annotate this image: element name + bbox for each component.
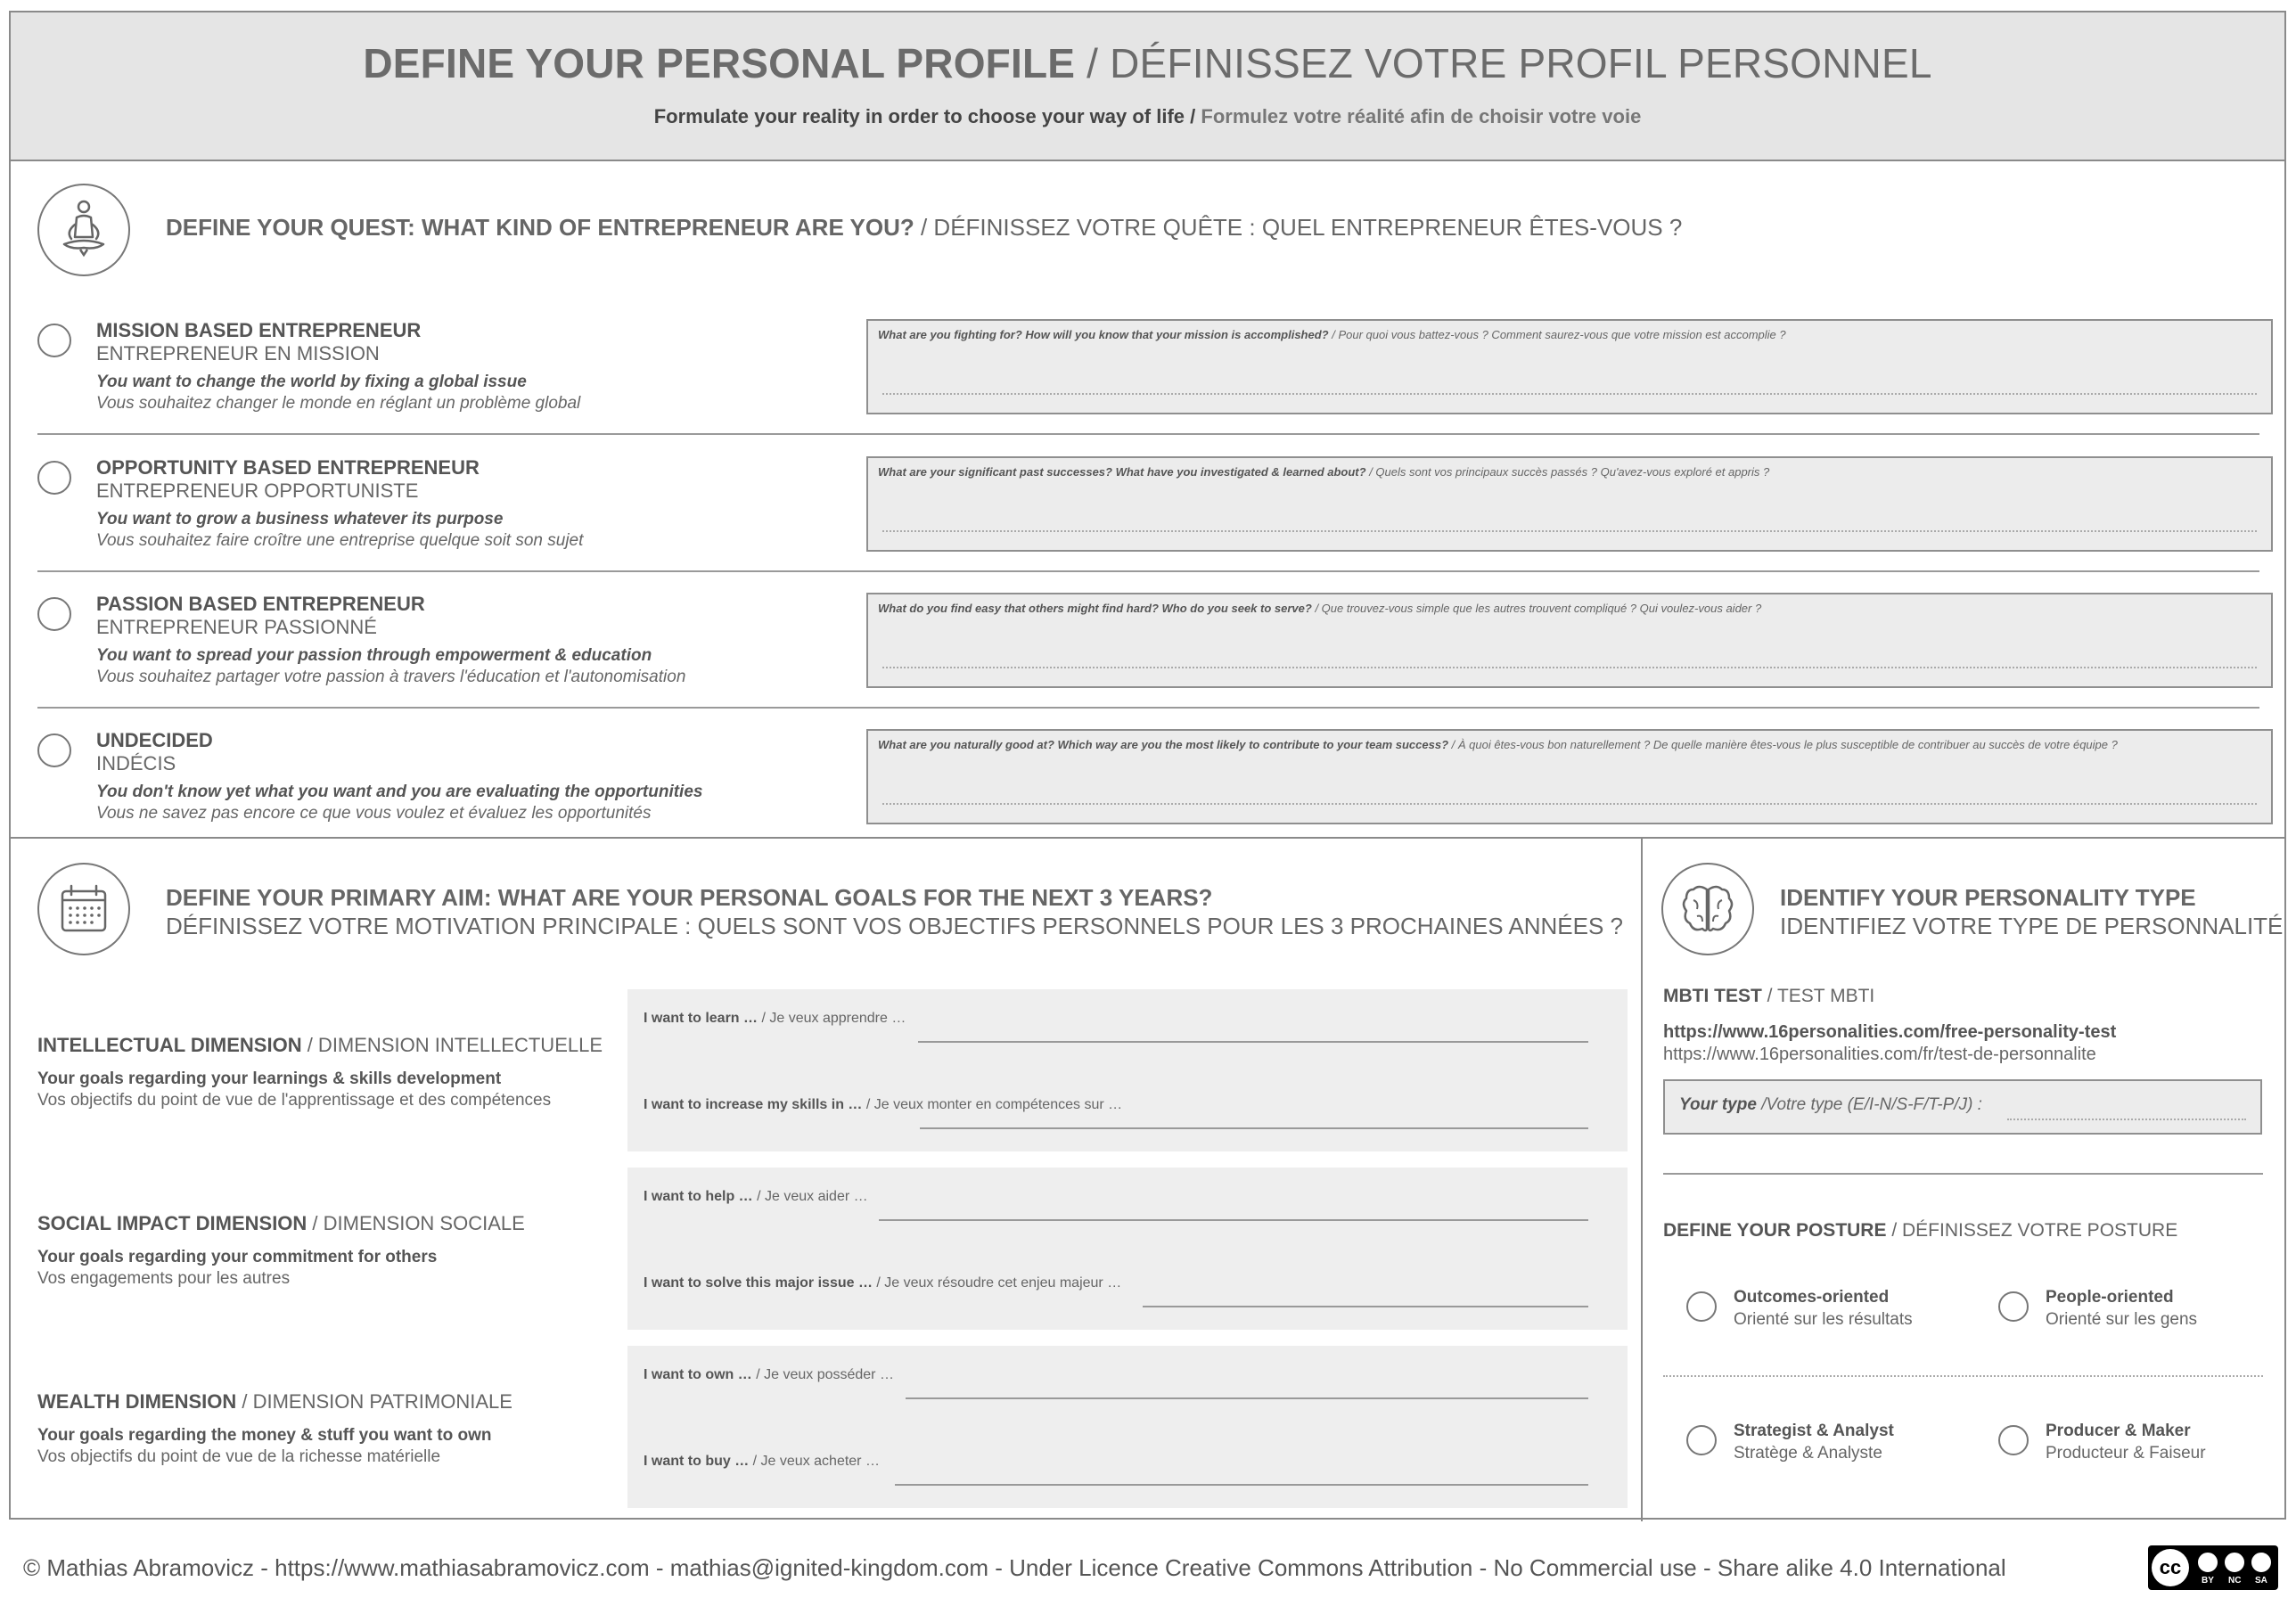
posture-radio-outcomes[interactable]	[1686, 1291, 1717, 1322]
quest-option-title-en: UNDECIDED	[96, 729, 213, 751]
quest-answer-box-passion[interactable]	[866, 593, 2273, 688]
quest-radio-opportunity[interactable]	[37, 461, 71, 495]
posture-radio-people[interactable]	[1998, 1291, 2029, 1322]
section-divider	[11, 837, 2284, 839]
quest-row-separator	[37, 570, 2259, 572]
quest-option-title-en: OPPORTUNITY BASED ENTREPRENEUR	[96, 456, 480, 479]
goal-answer-line[interactable]	[918, 1041, 1588, 1043]
goal-answer-line[interactable]	[1143, 1306, 1588, 1307]
quest-option-desc-en: You want to grow a business whatever its purpose	[96, 510, 504, 529]
profile-sheet	[9, 11, 2286, 1520]
cc-by-nc-sa-icon	[2148, 1545, 2278, 1590]
quest-option-title-en: MISSION BASED ENTREPRENEUR	[96, 319, 422, 341]
posture-label-strategist-fr: Stratège & Analyste	[1734, 1444, 1882, 1463]
quest-question-label: What are you naturally good at? Which way are you the most likely to contribute to your team success? / À quoi êtes-vous bon naturellement ? De quelle manière êtes-vous le plus susceptible de contribuer au succès de votre équipe ?	[878, 738, 2118, 751]
quest-answer-box-undecided[interactable]	[866, 729, 2273, 824]
mbti-label: MBTI TEST / TEST MBTI	[1663, 986, 1875, 1006]
answer-dotted-line	[882, 393, 2257, 395]
cc-by-label: BY	[2202, 1576, 2214, 1586]
answer-dotted-line	[882, 667, 2257, 668]
quest-row-separator	[37, 433, 2259, 435]
personality-title-fr: IDENTIFIEZ VOTRE TYPE DE PERSONNALITÉ	[1780, 913, 2284, 939]
goal-prompt: I want to learn … / Je veux apprendre …	[644, 1011, 906, 1026]
posture-radio-producer[interactable]	[1998, 1425, 2029, 1455]
page-subtitle: Formulate your reality in order to choose your way of life / Formulez votre réalité afin de choisir votre voie	[653, 105, 1642, 127]
quest-question-label: What do you find easy that others might find hard? Who do you seek to serve? / Que trouvez-vous simple que les autres trouvent compliqué ? Qui voulez-vous aider ?	[878, 602, 1762, 615]
posture-label-outcomes-en: Outcomes-oriented	[1734, 1288, 1890, 1307]
quest-radio-mission[interactable]	[37, 324, 71, 357]
goal-prompt: I want to own … / Je veux posséder …	[644, 1367, 894, 1382]
footer-credits: © Mathias Abramovicz - https://www.mathiasabramovicz.com - mathias@ignited-kingdom.com - Under Licence Creative Commons Attribution - No Commercial use - Share alike 4.0 International	[23, 1554, 2006, 1581]
quest-option-desc-fr: Vous souhaitez changer le monde en réglant un problème global	[96, 394, 581, 413]
quest-radio-undecided[interactable]	[37, 733, 71, 767]
posture-label-strategist-en: Strategist & Analyst	[1734, 1422, 1894, 1440]
dimension-desc-fr: Vos objectifs du point de vue de la richesse matérielle	[37, 1447, 441, 1466]
goal-prompt: I want to increase my skills in … / Je veux monter en compétences sur …	[644, 1097, 1123, 1112]
goal-prompt: I want to solve this major issue … / Je veux résoudre cet enjeu majeur …	[644, 1275, 1122, 1291]
goal-prompt: I want to buy … / Je veux acheter …	[644, 1454, 880, 1469]
quest-option-title-fr: INDÉCIS	[96, 752, 176, 774]
quest-option-title-fr: ENTREPRENEUR PASSIONNÉ	[96, 616, 377, 638]
quest-option-desc-fr: Vous souhaitez faire croître une entreprise quelque soit son sujet	[96, 531, 584, 550]
dimension-title-wealth: WEALTH DIMENSION / DIMENSION PATRIMONIALE	[37, 1390, 512, 1413]
goal-answer-line[interactable]	[895, 1484, 1588, 1486]
panel-divider	[1641, 837, 1643, 1521]
goal-prompt: I want to help … / Je veux aider …	[644, 1189, 868, 1204]
page-title: DEFINE YOUR PERSONAL PROFILE / DÉFINISSEZ VOTRE PROFIL PERSONNEL	[363, 40, 1932, 86]
personality-separator	[1663, 1173, 2263, 1175]
cc-mark-icon: cc	[2152, 1549, 2189, 1586]
quest-option-desc-en: You want to change the world by fixing a global issue	[96, 373, 527, 391]
posture-dotted-separator	[1663, 1375, 2263, 1377]
quest-question-label: What are you fighting for? How will you know that your mission is accomplished? / Pour quoi vous battez-vous ? Comment saurez-vous que votre mission est accomplie ?	[878, 328, 1786, 341]
posture-label: DEFINE YOUR POSTURE / DÉFINISSEZ VOTRE POSTURE	[1663, 1220, 2178, 1241]
aim-title-fr: DÉFINISSEZ VOTRE MOTIVATION PRINCIPALE : QUELS SONT VOS OBJECTIFS PERSONNELS POUR LES 3 PROCHAINES ANNÉES ?	[166, 913, 1623, 939]
goal-answer-line[interactable]	[906, 1397, 1588, 1399]
dimension-desc-fr: Vos objectifs du point de vue de l'apprentissage et des compétences	[37, 1091, 552, 1110]
quest-option-desc-fr: Vous ne savez pas encore ce que vous voulez et évaluez les opportunités	[96, 804, 652, 823]
goal-answer-line[interactable]	[920, 1127, 1588, 1129]
quest-title: DEFINE YOUR QUEST: WHAT KIND OF ENTREPRENEUR ARE YOU? / DÉFINISSEZ VOTRE QUÊTE : QUEL ENTREPRENEUR ÊTES-VOUS ?	[166, 214, 1683, 241]
quest-option-desc-en: You don't know yet what you want and you are evaluating the opportunities	[96, 783, 703, 801]
quest-option-desc-fr: Vous souhaitez partager votre passion à travers l'éducation et l'autonomisation	[96, 668, 686, 686]
quest-radio-passion[interactable]	[37, 597, 71, 631]
goal-answer-line[interactable]	[879, 1219, 1588, 1221]
dimension-desc-en: Your goals regarding your commitment for others	[37, 1248, 438, 1266]
cc-nc-label: NC	[2228, 1576, 2242, 1586]
quest-row-separator	[37, 707, 2259, 709]
posture-label-outcomes-fr: Orienté sur les résultats	[1734, 1310, 1913, 1329]
dimension-title-social: SOCIAL IMPACT DIMENSION / DIMENSION SOCIALE	[37, 1212, 525, 1234]
calendar-icon	[37, 863, 130, 955]
quest-option-desc-en: You want to spread your passion through empowerment & education	[96, 646, 652, 665]
personality-title-en: IDENTIFY YOUR PERSONALITY TYPE	[1780, 884, 2196, 911]
quest-answer-box-opportunity[interactable]	[866, 456, 2273, 552]
posture-label-producer-en: Producer & Maker	[2046, 1422, 2191, 1440]
mbti-link-fr[interactable]: https://www.16personalities.com/fr/test-de-personnalite	[1663, 1045, 2096, 1064]
quest-option-title-en: PASSION BASED ENTREPRENEUR	[96, 593, 425, 615]
type-field[interactable]	[1663, 1079, 2262, 1135]
answer-dotted-line	[882, 803, 2257, 805]
posture-radio-strategist[interactable]	[1686, 1425, 1717, 1455]
brain-icon	[1661, 863, 1754, 955]
header	[11, 12, 2284, 161]
posture-label-producer-fr: Producteur & Faiseur	[2046, 1444, 2206, 1463]
aim-title-en: DEFINE YOUR PRIMARY AIM: WHAT ARE YOUR PERSONAL GOALS FOR THE NEXT 3 YEARS?	[166, 884, 1213, 911]
mbti-link-en[interactable]: https://www.16personalities.com/free-personality-test	[1663, 1022, 2117, 1042]
dimension-desc-en: Your goals regarding the money & stuff you want to own	[37, 1426, 492, 1445]
dimension-title-intellectual: INTELLECTUAL DIMENSION / DIMENSION INTELLECTUELLE	[37, 1034, 603, 1056]
posture-label-people-fr: Orienté sur les gens	[2046, 1310, 2198, 1329]
type-label: Your type /Votre type (E/I-N/S-F/T-P/J) :	[1679, 1095, 1982, 1114]
posture-label-people-en: People-oriented	[2046, 1288, 2174, 1307]
nc-dollar-icon	[2223, 1551, 2246, 1574]
cc-sa-label: SA	[2255, 1576, 2267, 1586]
answer-dotted-line	[882, 530, 2257, 532]
sa-share-icon	[2250, 1551, 2273, 1574]
quest-answer-box-mission[interactable]	[866, 319, 2273, 414]
person-meditation-icon	[37, 184, 130, 276]
by-person-icon	[2196, 1551, 2219, 1574]
quest-option-title-fr: ENTREPRENEUR OPPORTUNISTE	[96, 479, 419, 502]
quest-question-label: What are your significant past successes? What have you investigated & learned about? / Quels sont vos principaux succès passés ? Qu'avez-vous exploré et appris ?	[878, 465, 1770, 479]
type-dotted-line	[2007, 1119, 2246, 1120]
dimension-desc-en: Your goals regarding your learnings & skills development	[37, 1069, 502, 1088]
quest-option-title-fr: ENTREPRENEUR EN MISSION	[96, 342, 380, 365]
dimension-desc-fr: Vos engagements pour les autres	[37, 1269, 291, 1288]
